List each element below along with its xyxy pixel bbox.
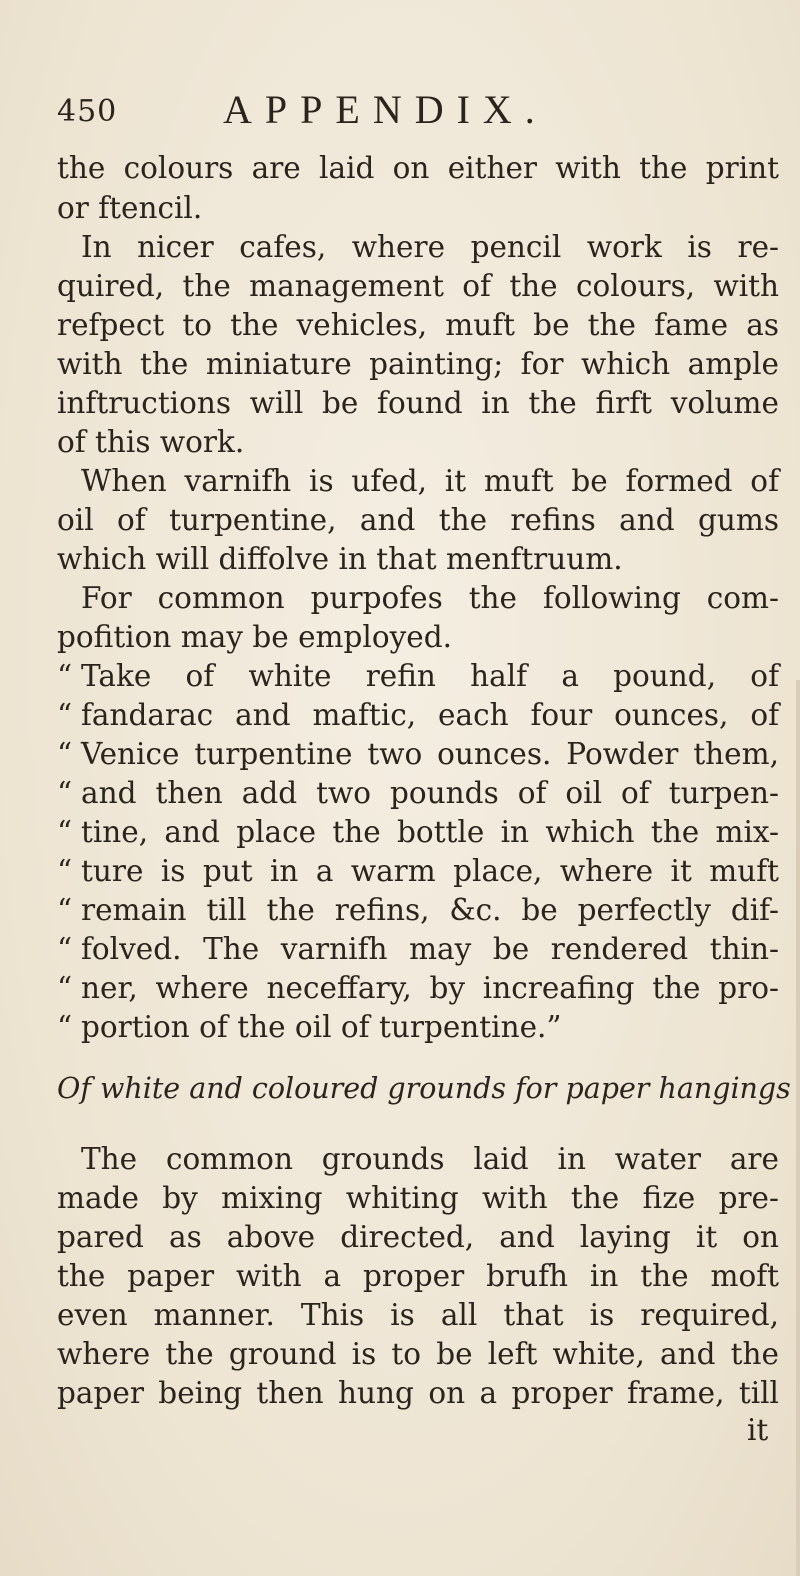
quote-mark: “ [57,932,73,966]
quote-mark: “ [57,893,73,927]
text-line: For common purpofes the following com- [81,581,779,615]
page-header [57,86,757,136]
quote-line [57,814,779,854]
text-line: inftructions will be found in the firft volume [57,386,779,420]
section-heading: Of white and coloured grounds for paper hangings [57,1072,791,1105]
quote-mark: “ [57,698,73,732]
text-line: In nicer cafes, where pencil work is re- [81,230,779,264]
quote-text: Take of white refin half a pound, of [81,659,779,693]
quote-line [57,970,779,1010]
text-line: refpect to the vehicles, muft be the fame as [57,308,779,342]
text-line: The common grounds laid in water are [81,1142,779,1176]
quote-mark: “ [57,1010,73,1044]
quote-text: ture is put in a warm place, where it muft [81,854,779,888]
quote-text: and then add two pounds of oil of turpen- [81,776,779,810]
text-line: pofition may be employed. [57,620,452,654]
quote-mark: “ [57,854,73,888]
text-line: where the ground is to be left white, and the [57,1337,779,1371]
text-line: oil of turpentine, and the refins and gums [57,503,779,537]
catchword: it [747,1413,769,1447]
quote-line [57,658,779,698]
quote-line [57,853,779,893]
quote-mark: “ [57,815,73,849]
quote-line [57,697,779,737]
text-line: made by mixing whiting with the fize pre- [57,1181,779,1215]
quote-text: tine, and place the bottle in which the mix- [81,815,779,849]
page-edge-shadow [796,680,800,1576]
quote-text: portion of the oil of turpentine.” [81,1010,562,1044]
quote-mark: “ [57,776,73,810]
text-line: the paper with a proper brufh in the moft [57,1259,779,1293]
text-line: with the miniature painting; for which ample [57,347,779,381]
quote-text: Venice turpentine two ounces. Powder them, [81,737,779,771]
quote-line [57,736,779,776]
quote-line [57,775,779,815]
quote-line [57,1009,561,1049]
quote-line [57,931,779,971]
quote-line [57,892,779,932]
text-line: pared as above directed, and laying it on [57,1220,779,1254]
quote-text: ner, where neceffary, by increafing the pro- [81,971,779,1005]
text-line: the colours are laid on either with the print [57,151,779,185]
text-line: or ftencil. [57,191,203,225]
quote-mark: “ [57,659,73,693]
quote-text: fandarac and maftic, each four ounces, of [81,698,779,732]
quote-text: folved. The varnifh may be rendered thin- [81,932,779,966]
running-head: APPENDIX. [223,87,548,132]
quote-mark: “ [57,737,73,771]
page-number: 450 [57,94,118,129]
text-line: quired, the management of the colours, with [57,269,779,303]
text-line: even manner. This is all that is required, [57,1298,779,1332]
quote-mark: “ [57,971,73,1005]
text-line: When varnifh is ufed, it muft be formed of [81,464,779,498]
quote-text: remain till the refins, &c. be perfectly dif- [81,893,779,927]
text-line: of this work. [57,425,245,459]
text-line: paper being then hung on a proper frame, till [57,1376,779,1410]
text-line: which will diffolve in that menftruum. [57,542,623,576]
